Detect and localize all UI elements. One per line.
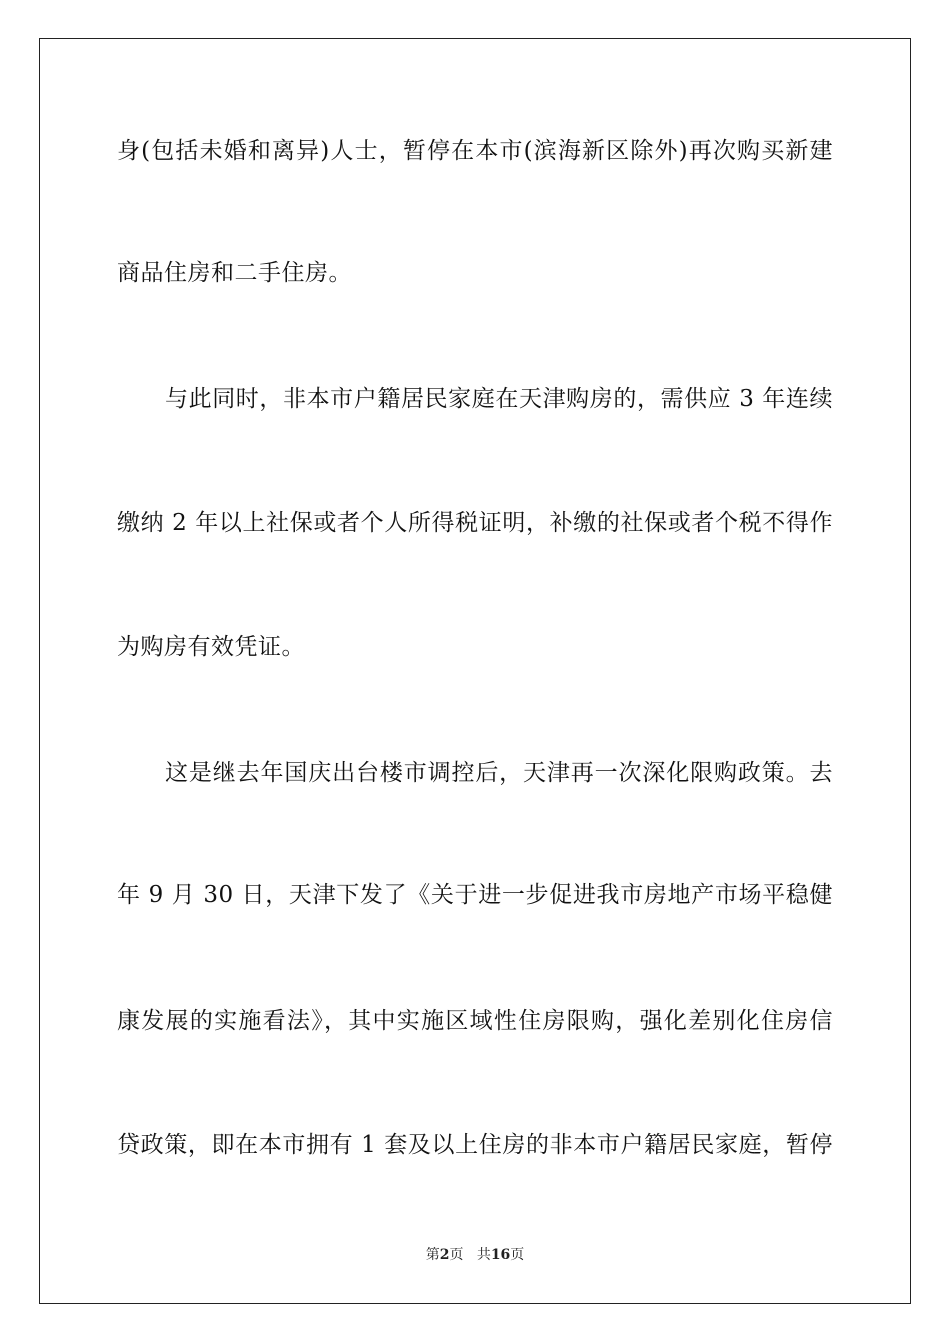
page-footer — [0, 1246, 950, 1264]
page-number: 2 — [439, 1247, 450, 1263]
body-line-9: 贷政策，即在本市拥有 1 套及以上住房的非本市户籍居民家庭，暂停 — [117, 1132, 833, 1158]
body-line-6: 这是继去年国庆出台楼市调控后，天津再一次深化限购政策。去 — [165, 760, 833, 786]
body-line-4: 缴纳 2 年以上社保或者个人所得税证明，补缴的社保或者个税不得作 — [117, 510, 833, 536]
page-prefix: 第 — [425, 1247, 440, 1263]
body-line-2: 商品住房和二手住房。 — [117, 260, 352, 286]
page-border — [39, 38, 911, 1304]
total-suffix: 页 — [510, 1247, 525, 1263]
page-suffix: 页 — [449, 1247, 464, 1263]
body-line-8: 康发展的实施看法》，其中实施区域性住房限购，强化差别化住房信 — [117, 1008, 833, 1034]
body-line-5: 为购房有效凭证。 — [117, 634, 305, 660]
body-line-7: 年 9 月 30 日，天津下发了《关于进一步促进我市房地产市场平稳健 — [117, 882, 833, 908]
total-pages: 16 — [490, 1247, 511, 1263]
body-line-3: 与此同时，非本市户籍居民家庭在天津购房的，需供应 3 年连续 — [165, 386, 833, 412]
total-prefix: 共 — [476, 1247, 491, 1263]
body-line-1: 身(包括未婚和离异)人士，暂停在本市(滨海新区除外)再次购买新建 — [117, 138, 833, 164]
